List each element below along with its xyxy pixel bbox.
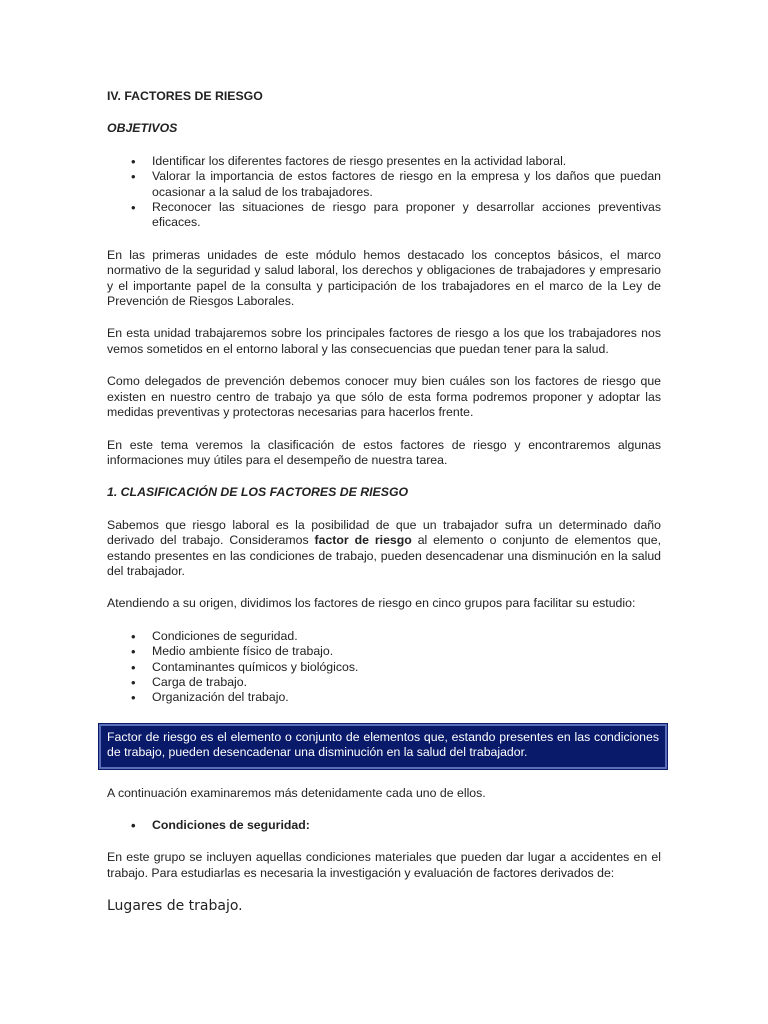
groups-list — [107, 629, 661, 706]
list-item: • Condiciones de seguridad. — [107, 629, 661, 644]
definition-text-before: Sabemos que riesgo laboral es la posibilidad de que un trabajador sufra un determinado daño derivado del trabajo. Consideramos — [107, 517, 661, 548]
section-title: IV. FACTORES DE RIESGO — [107, 89, 263, 103]
objectives-list — [107, 154, 661, 231]
definition-paragraph — [107, 518, 661, 580]
definition-text-after: al elemento o conjunto de elementos que, estando presentes en las condiciones de trabajo, pueden desencadenar una disminución en la salud del trabajador. — [107, 533, 661, 578]
list-item: • Carga de trabajo. — [107, 675, 661, 690]
definition-term: factor de riesgo — [314, 533, 412, 548]
list-item: • Reconocer las situaciones de riesgo para proponer y desarrollar acciones preventivas eficaces. — [107, 200, 661, 231]
safety-paragraph: En este grupo se incluyen aquellas condiciones materiales que pueden dar lugar a accidentes en el trabajo. Para estudiarlas es necesaria la investigación y evaluación de factores derivados de: — [107, 850, 661, 880]
definition-callout: Factor de riesgo es el elemento o conjunto de elementos que, estando presentes en las condiciones de trabajo, pueden desencadenar una disminución en la salud del trabajador. — [99, 724, 667, 769]
groups-intro: Atendiendo a su origen, dividimos los factores de riesgo en cinco grupos para facilitar su estudio: — [107, 596, 636, 611]
objectives-title: OBJETIVOS — [107, 121, 178, 136]
list-item: • Medio ambiente físico de trabajo. — [107, 644, 661, 659]
list-item: • Identificar los diferentes factores de riesgo presentes en la actividad laboral. — [107, 154, 661, 169]
list-item: • Organización del trabajo. — [107, 690, 661, 705]
list-item: • Contaminantes químicos y biológicos. — [107, 660, 661, 675]
safety-list — [107, 818, 661, 833]
workplaces-heading: Lugares de trabajo. — [107, 898, 243, 915]
list-item: • Condiciones de seguridad: — [107, 818, 661, 833]
continuation-paragraph: A continuación examinaremos más detenidamente cada uno de ellos. — [107, 785, 486, 800]
classification-title: 1. CLASIFICACIÓN DE LOS FACTORES DE RIESGO — [107, 485, 409, 500]
intro-paragraph: En este tema veremos la clasificación de estos factores de riesgo y encontraremos algunas informaciones muy útiles para el desempeño de nuestra tarea. — [107, 437, 661, 467]
document-page — [107, 80, 661, 915]
intro-paragraph: En las primeras unidades de este módulo hemos destacado los conceptos básicos, el marco normativo de la seguridad y salud laboral, los derechos y obligaciones de trabajadores y empresario y el importante papel de la consulta y participación de los trabajadores en el marco de la Ley de Prevención de Riesgos Laborales. — [107, 247, 661, 309]
list-item: • Valorar la importancia de estos factores de riesgo en la empresa y los daños que puedan ocasionar a la salud de los trabajadores. — [107, 169, 661, 200]
intro-paragraph: Como delegados de prevención debemos conocer muy bien cuáles son los factores de riesgo que existen en nuestro centro de trabajo ya que sólo de esta forma podremos proponer y adoptar las medidas preventivas y protectoras necesarias para hacerlos frente. — [107, 374, 661, 420]
intro-paragraph: En esta unidad trabajaremos sobre los principales factores de riesgo a los que los trabajadores nos vemos sometidos en el entorno laboral y las consecuencias que puedan tener para la salud. — [107, 326, 661, 356]
